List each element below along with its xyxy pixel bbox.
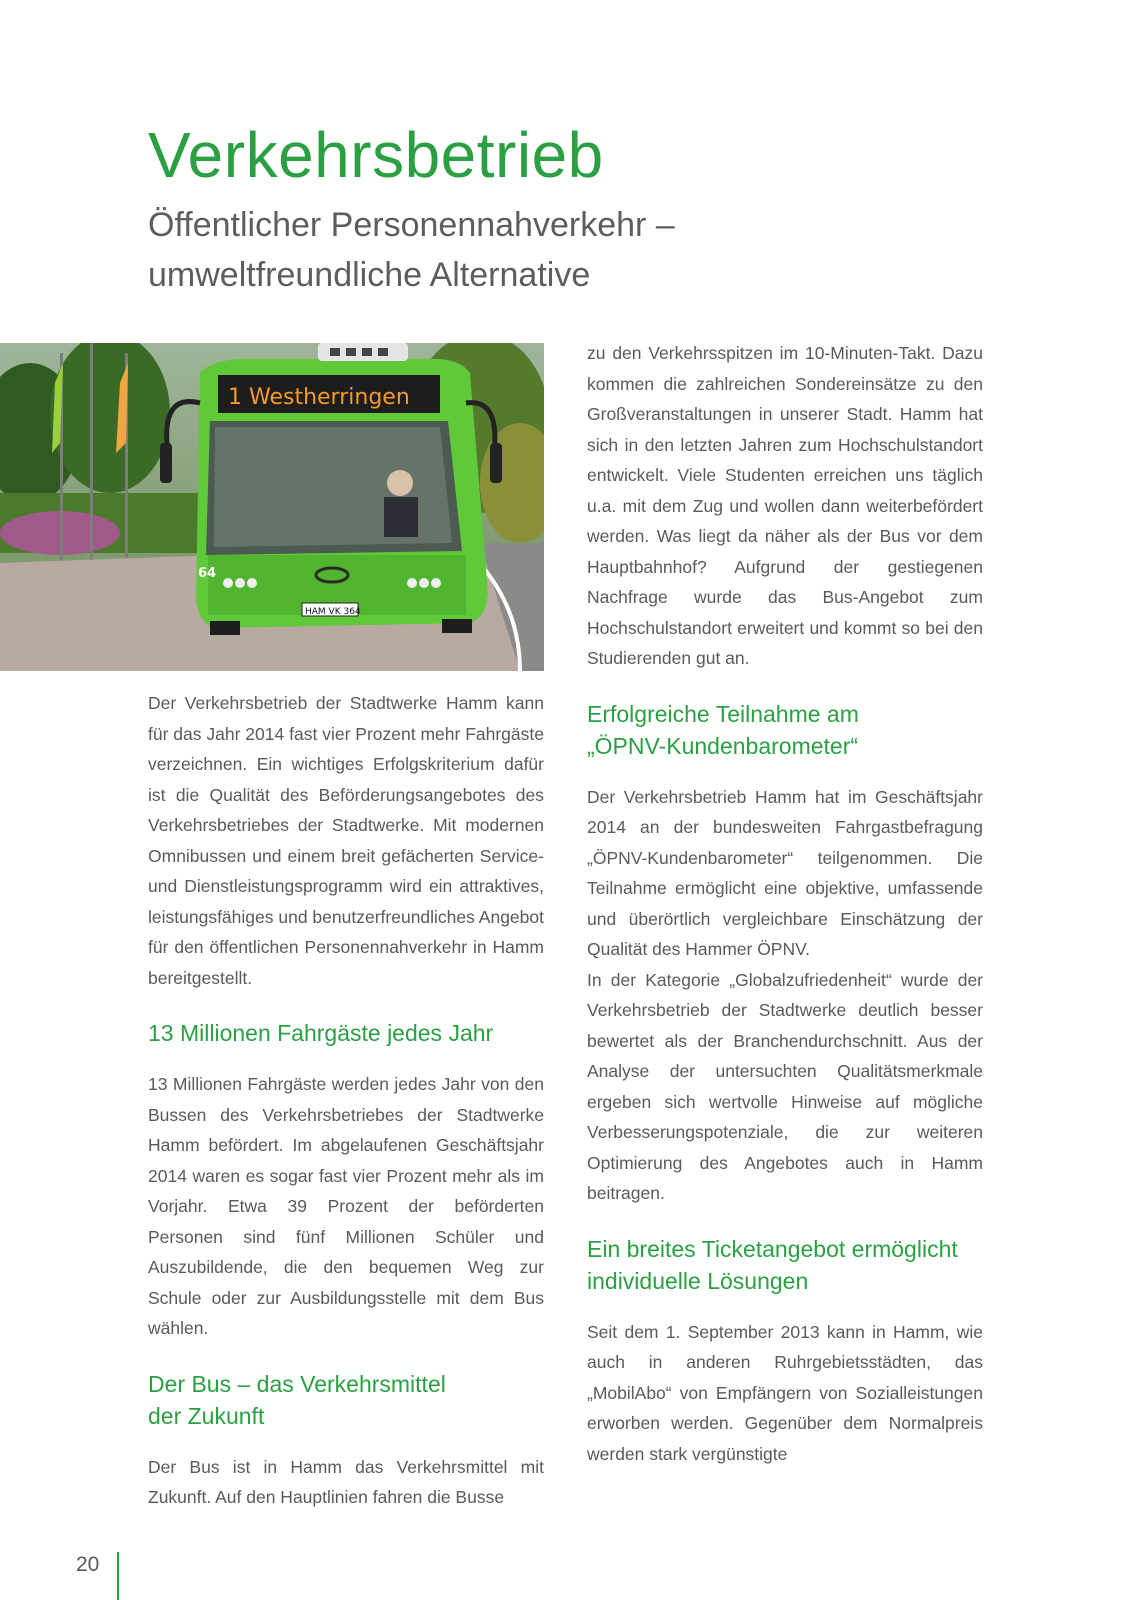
heading-barometer	[587, 698, 983, 762]
tickets-paragraph: Seit dem 1. September 2013 kann in Hamm, wie auch in anderen Ruhrgebietsstädten, das „MobilAbo“ von Empfängern von Sozialleistungen erworben werden. Gegenüber dem Normalpreis werden stark vergünstigte	[587, 1321, 983, 1464]
page-number: 20	[76, 1553, 100, 1576]
barometer-paragraph: Der Verkehrsbetrieb Hamm hat im Geschäftsjahr 2014 an der bundesweiten Fahrgastbefragung „ÖPNV-Kundenbarometer“ teilgenommen. Die Teilnahme ermöglicht eine objektive, umfassende und überörtlich vergleichbare Einschätzung der Qualität des Hammer ÖPNV.	[587, 786, 983, 959]
subtitle-line-1: Öffentlicher Personennahverkehr –	[148, 206, 675, 244]
heading-tickets	[587, 1233, 983, 1297]
bus-photo	[0, 343, 544, 671]
license-plate-text: HAM VK 364	[305, 607, 361, 617]
heading-passengers: 13 Millionen Fahrgäste jedes Jahr	[148, 1020, 494, 1046]
page-title: Verkehrsbetrieb	[148, 119, 604, 191]
subtitle-line-2: umweltfreundliche Alternative	[148, 256, 591, 294]
heading-tickets-line1: Ein breites Ticketangebot ermöglicht	[587, 1235, 958, 1262]
destination-sign-text: 1 Westherringen	[228, 385, 410, 410]
bus-number-text: 64	[198, 566, 217, 581]
satisfaction-paragraph: In der Kategorie „Globalzufriedenheit“ wurde der Verkehrsbetrieb der Stadtwerke deutlich besser bewertet als der Branchendurchschnitt. Aus der Analyse der untersuchten Qualitätsmerkmale ergeben sich wertvolle Hinweise auf mögliche Verbesserungspotenziale, die zur weiteren Optimierung des Angebotes auch in Hamm beitragen.	[587, 969, 983, 1203]
heading-bus-future	[148, 1368, 544, 1432]
heading-tickets-line2: individuelle Lösungen	[587, 1267, 809, 1294]
heading-bus-future-line1: Der Bus – das Verkehrsmittel	[148, 1370, 446, 1397]
page-subtitle	[148, 200, 848, 300]
intro-paragraph: Der Verkehrsbetrieb der Stadtwerke Hamm kann für das Jahr 2014 fast vier Prozent mehr Fahrgäste verzeichnen. Ein wichtiges Erfolgskriterium dafür ist die Qualität des Beförderungsangebotes des Verkehrsbetriebes der Stadtwerke. Mit modernen Omnibussen und einem breit gefächerten Service- und Dienstleistungsprogramm wird ein attraktives, leistungsfähiges und benutzerfreundliches Angebot für den öffentlichen Personennahverkehr in Hamm bereitgestellt.	[148, 693, 544, 988]
bus-future-paragraph: Der Bus ist in Hamm das Verkehrsmittel mit Zukunft. Auf den Hauptlinien fahren die Busse	[148, 1456, 544, 1507]
heading-barometer-line1: Erfolgreiche Teilnahme am	[587, 700, 859, 727]
continued-paragraph: zu den Verkehrsspitzen im 10-Minuten-Takt. Dazu kommen die zahlreichen Sondereinsätze zu den Großveranstaltungen in unserer Stadt. Hamm hat sich in den letzten Jahren zum Hochschulstandort entwickelt. Viele Studenten erreichen uns täglich u.a. mit dem Zug und wollen dann weiterbefördert werden. Was liegt da näher als der Bus vor dem Hauptbahnhof? Aufgrund der gestiegenen Nachfrage wurde das Bus-Angebot zum Hochschulstandort erweitert und kommt so bei den Studierenden gut an.	[587, 343, 983, 668]
left-column	[148, 688, 544, 1513]
heading-barometer-line2: „ÖPNV-Kundenbarometer“	[587, 732, 859, 759]
bus-illustration	[0, 343, 544, 671]
right-column	[587, 338, 983, 1469]
page-number-rule	[117, 1552, 119, 1600]
heading-bus-future-line2: der Zukunft	[148, 1402, 265, 1429]
passengers-paragraph: 13 Millionen Fahrgäste werden jedes Jahr von den Bussen des Verkehrsbetriebes der Stadtwerke Hamm befördert. Im abgelaufenen Geschäftsjahr 2014 waren es sogar fast vier Prozent mehr als im Vorjahr. Etwa 39 Prozent der beförderten Personen sind fünf Millionen Schüler und Auszubildende, die den bequemen Weg zur Schule oder zur Ausbildungsstelle mit dem Bus wählen.	[148, 1074, 544, 1338]
